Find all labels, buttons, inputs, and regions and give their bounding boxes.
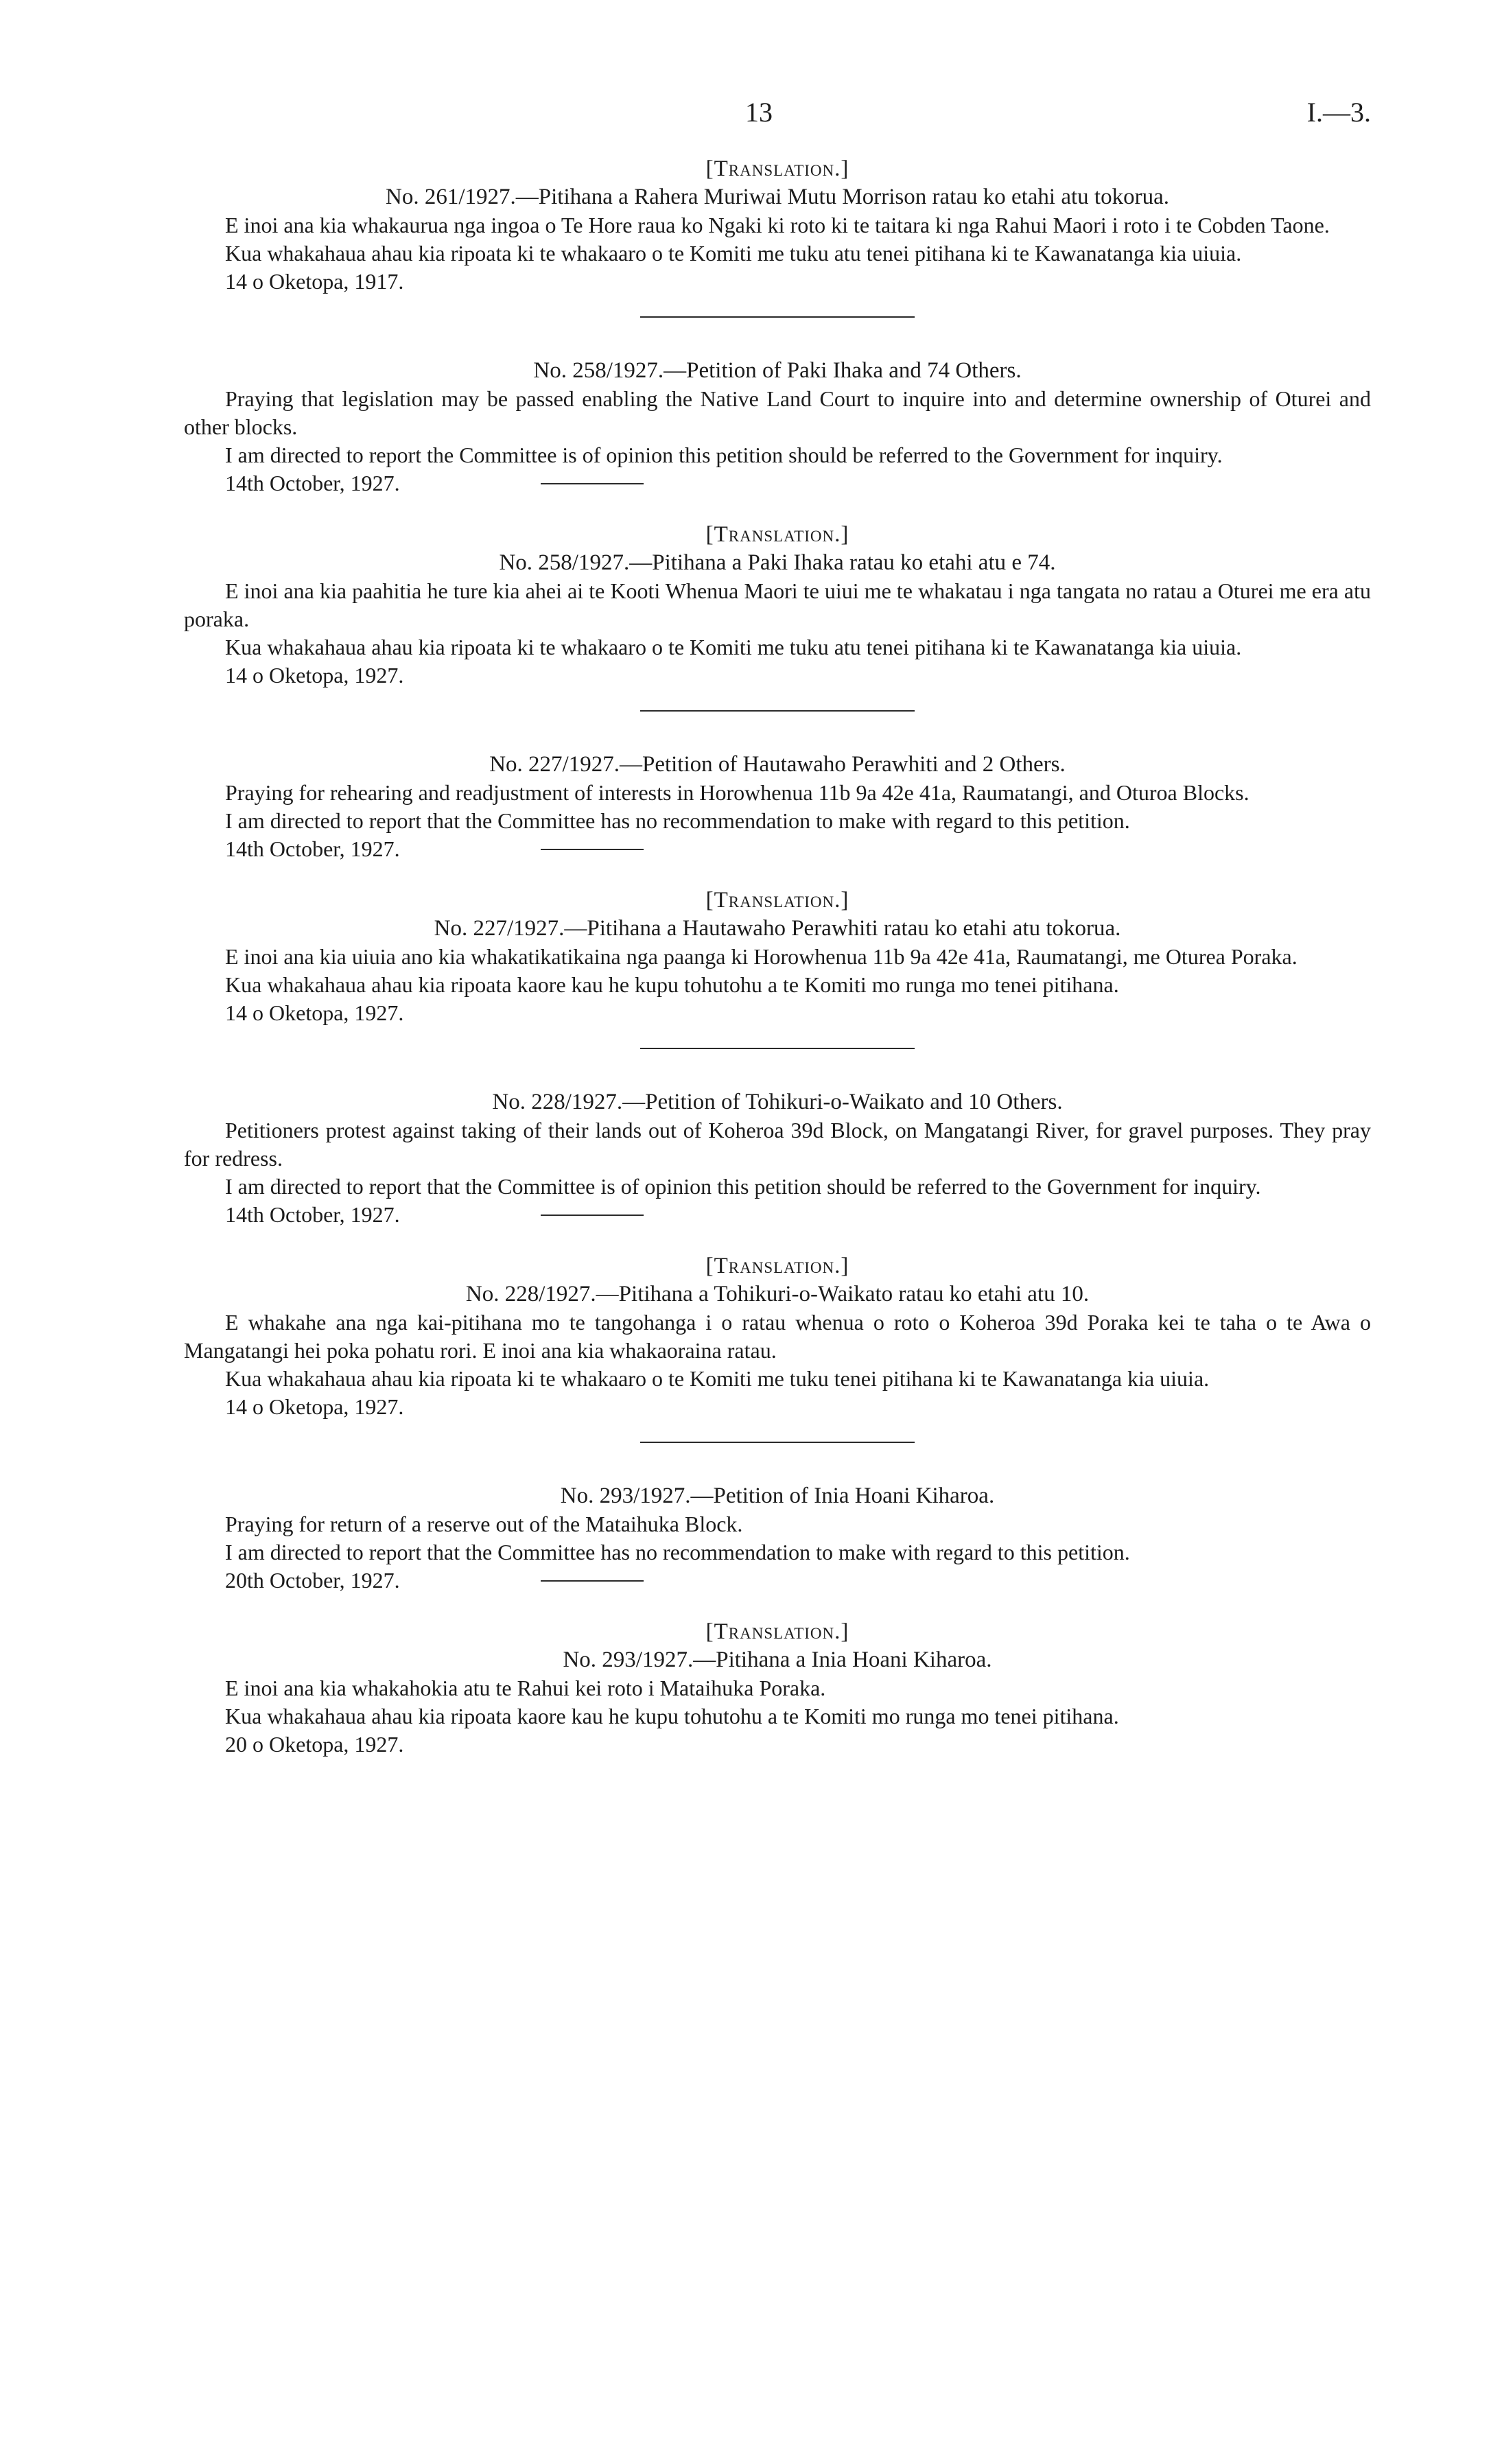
translation-label: [Translation.] (705, 1619, 849, 1644)
document-body (184, 155, 1371, 1759)
petition-prayer: E inoi ana kia whakahokia atu te Rahui kei roto i Mataihuka Poraka. (225, 1676, 826, 1700)
petition-title: No. 228/1927.—Pitihana a Tohikuri-o-Waikato ratau ko etahi atu 10. (465, 1282, 1090, 1306)
report-date: 14th October, 1927. (225, 471, 400, 495)
committee-report: Kua whakahaua ahau kia ripoata kaore kau he kupu tohutohu a te Komiti mo runga mo tenei pitihana. (225, 972, 1119, 997)
translation-divider (541, 849, 644, 850)
report-date: 14 o Oketopa, 1927. (225, 1000, 404, 1025)
page-number: 13 (745, 97, 773, 128)
report-date: 14 o Oketopa, 1927. (225, 1394, 404, 1419)
petition-title: No. 258/1927.—Pitihana a Paki Ihaka ratau ko etahi atu e 74. (499, 550, 1056, 575)
translation-divider (541, 483, 644, 484)
petition-prayer: E inoi ana kia paahitia he ture kia ahei ai te Kooti Whenua Maori te uiui me te whakatau i nga tangata no ratau a Oturei me era atu poraka. (184, 578, 1371, 631)
petition-prayer: E whakahe ana nga kai-pitihana mo te tangohanga i o ratau whenua o roto o Koheroa 39d Poraka kei te taha o te Awa o Mangatangi hei poka pohatu rori. E inoi ana kia whakaoraina ratau. (184, 1310, 1371, 1363)
petition-title: No. 293/1927.—Petition of Inia Hoani Kiharoa. (560, 1483, 995, 1508)
translation-label: [Translation.] (705, 888, 849, 913)
report-date: 20 o Oketopa, 1927. (225, 1732, 404, 1757)
committee-report: I am directed to report that the Committee has no recommendation to make with regard to this petition. (225, 1540, 1130, 1564)
petition-prayer: Praying that legislation may be passed enabling the Native Land Court to inquire into and determine ownership of Oturei and other blocks. (184, 386, 1371, 439)
committee-report: I am directed to report that the Committee is of opinion this petition should be referred to the Government for inquiry. (225, 1174, 1261, 1199)
petition-prayer: E inoi ana kia uiuia ano kia whakatikatikaina nga paanga ki Horowhenua 11b 9a 42e 41a, Raumatangi, me Oturea Poraka. (225, 944, 1298, 969)
committee-report: Kua whakahaua ahau kia ripoata ki te whakaaro o te Komiti me tuku tenei pitihana ki te Kawanatanga kia uiuia. (225, 1366, 1210, 1391)
petition-entry (184, 155, 1371, 296)
petition-title: No. 258/1927.—Petition of Paki Ihaka and 74 Others. (533, 358, 1022, 383)
petition-title: No. 227/1927.—Pitihana a Hautawaho Perawhiti ratau ko etahi atu tokorua. (434, 916, 1121, 941)
committee-report: Kua whakahaua ahau kia ripoata kaore kau he kupu tohutohu a te Komiti mo runga mo tenei pitihana. (225, 1704, 1119, 1728)
committee-report: I am directed to report the Committee is of opinion this petition should be referred to the Government for inquiry. (225, 443, 1223, 467)
petition-entry (184, 356, 1371, 497)
petition-title: No. 261/1927.—Pitihana a Rahera Muriwai Mutu Morrison ratau ko etahi atu tokorua. (386, 185, 1169, 209)
report-date: 20th October, 1927. (225, 1568, 400, 1593)
report-date: 14 o Oketopa, 1917. (225, 269, 404, 294)
petition-entry (184, 1618, 1371, 1759)
translation-label: [Translation.] (705, 522, 849, 547)
report-date: 14th October, 1927. (225, 1202, 400, 1227)
section-divider (640, 710, 915, 712)
translation-label: [Translation.] (705, 1254, 849, 1278)
report-date: 14 o Oketopa, 1927. (225, 663, 404, 688)
petition-title: No. 228/1927.—Petition of Tohikuri-o-Waikato and 10 Others. (492, 1090, 1063, 1114)
committee-report: I am directed to report that the Committee has no recommendation to make with regard to this petition. (225, 808, 1130, 833)
petition-entry (184, 1252, 1371, 1421)
petition-prayer: Praying for rehearing and readjustment of interests in Horowhenua 11b 9a 42e 41a, Raumatangi, and Oturoa Blocks. (225, 780, 1249, 805)
petition-entry (184, 750, 1371, 863)
petition-entry (184, 1088, 1371, 1229)
translation-divider (541, 1580, 644, 1582)
petition-title: No. 227/1927.—Petition of Hautawaho Perawhiti and 2 Others. (489, 752, 1066, 777)
page-header (0, 96, 1491, 130)
translation-divider (541, 1215, 644, 1216)
petition-entry (184, 1481, 1371, 1595)
document-reference: I.—3. (1306, 97, 1371, 128)
petition-prayer: E inoi ana kia whakaurua nga ingoa o Te Hore raua ko Ngaki ki roto ki te taitara ki nga Rahui Maori i roto i te Cobden Taone. (225, 213, 1330, 237)
petition-title: No. 293/1927.—Pitihana a Inia Hoani Kiharoa. (563, 1647, 992, 1672)
section-divider (640, 1442, 915, 1443)
committee-report: Kua whakahaua ahau kia ripoata ki te whakaaro o te Komiti me tuku atu tenei pitihana ki te Kawanatanga kia uiuia. (225, 635, 1242, 659)
section-divider (640, 316, 915, 318)
petition-entry (184, 521, 1371, 690)
petition-entry (184, 887, 1371, 1027)
report-date: 14th October, 1927. (225, 836, 400, 861)
translation-label: [Translation.] (705, 156, 849, 181)
committee-report: Kua whakahaua ahau kia ripoata ki te whakaaro o te Komiti me tuku atu tenei pitihana ki te Kawanatanga kia uiuia. (225, 241, 1242, 266)
petition-prayer: Praying for return of a reserve out of the Mataihuka Block. (225, 1512, 743, 1536)
petition-prayer: Petitioners protest against taking of their lands out of Koheroa 39d Block, on Mangatangi River, for gravel purposes. They pray for redress. (184, 1118, 1371, 1171)
section-divider (640, 1048, 915, 1049)
